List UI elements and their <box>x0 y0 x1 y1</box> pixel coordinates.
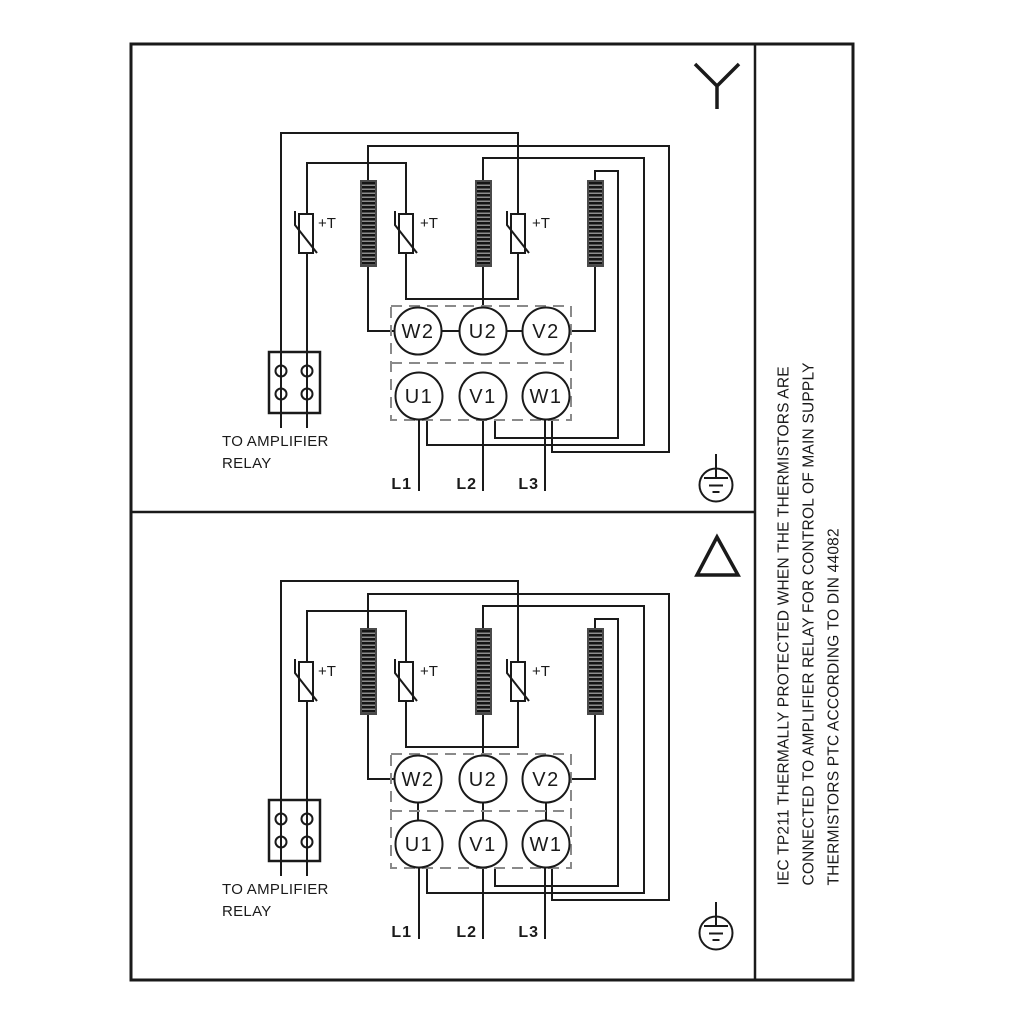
relay-terminal-block <box>269 800 320 861</box>
thermistor-label: +T <box>420 663 438 680</box>
supply-line-label-l1: L1 <box>391 476 412 493</box>
side-note <box>772 362 847 886</box>
terminal-label-u1: U1 <box>404 386 434 408</box>
thermistor-icon <box>295 211 317 253</box>
terminal-label-v1: V1 <box>469 386 497 408</box>
delta-icon <box>697 537 738 575</box>
winding-coil-icon <box>360 628 377 715</box>
supply-line-label-l2: L2 <box>456 476 477 493</box>
terminal-label-u2: U2 <box>468 769 498 791</box>
supply-line-label-l3: L3 <box>518 924 539 941</box>
side-note-line-3: THERMISTORS PTC ACCORDING TO DIN 44082 <box>825 528 843 886</box>
thermistor-label: +T <box>318 215 336 232</box>
terminal-label-u1: U1 <box>404 834 434 856</box>
terminal-label-v2: V2 <box>532 321 560 343</box>
relay-caption-line2: RELAY <box>222 455 272 472</box>
winding-coil-icon <box>360 180 377 267</box>
thermistor-label: +T <box>532 215 550 232</box>
terminal-label-w1: W1 <box>529 386 563 408</box>
relay-caption-line1: TO AMPLIFIER <box>222 433 329 450</box>
thermistor-icon <box>395 211 417 253</box>
thermistor-label: +T <box>420 215 438 232</box>
thermistor-icon <box>507 659 529 701</box>
thermistor-label: +T <box>318 663 336 680</box>
relay-terminal-block <box>269 352 320 413</box>
winding-coil-icon <box>587 180 604 267</box>
winding-coil-icon <box>475 180 492 267</box>
winding-coil-icon <box>475 628 492 715</box>
side-note-line-2: CONNECTED TO AMPLIFIER RELAY FOR CONTROL OF MAIN SUPPLY <box>800 362 818 886</box>
ground-icon <box>700 902 733 950</box>
terminal-label-v1: V1 <box>469 834 497 856</box>
terminal-label-u2: U2 <box>468 321 498 343</box>
relay-caption-line1: TO AMPLIFIER <box>222 881 329 898</box>
relay-caption-line2: RELAY <box>222 903 272 920</box>
panel-delta <box>222 537 738 950</box>
terminal-label-w1: W1 <box>529 834 563 856</box>
thermistor-icon <box>507 211 529 253</box>
panel-star <box>222 64 739 502</box>
side-note-line-1: IEC TP211 THERMALLY PROTECTED WHEN THE THERMISTORS ARE <box>775 366 793 886</box>
terminal-label-w2: W2 <box>401 769 435 791</box>
thermistor-label: +T <box>532 663 550 680</box>
terminal-label-v2: V2 <box>532 769 560 791</box>
terminal-label-w2: W2 <box>401 321 435 343</box>
supply-line-label-l3: L3 <box>518 476 539 493</box>
supply-line-label-l2: L2 <box>456 924 477 941</box>
thermistor-icon <box>295 659 317 701</box>
supply-line-label-l1: L1 <box>391 924 412 941</box>
winding-coil-icon <box>587 628 604 715</box>
star-icon <box>695 64 739 109</box>
ground-icon <box>700 454 733 502</box>
thermistor-icon <box>395 659 417 701</box>
